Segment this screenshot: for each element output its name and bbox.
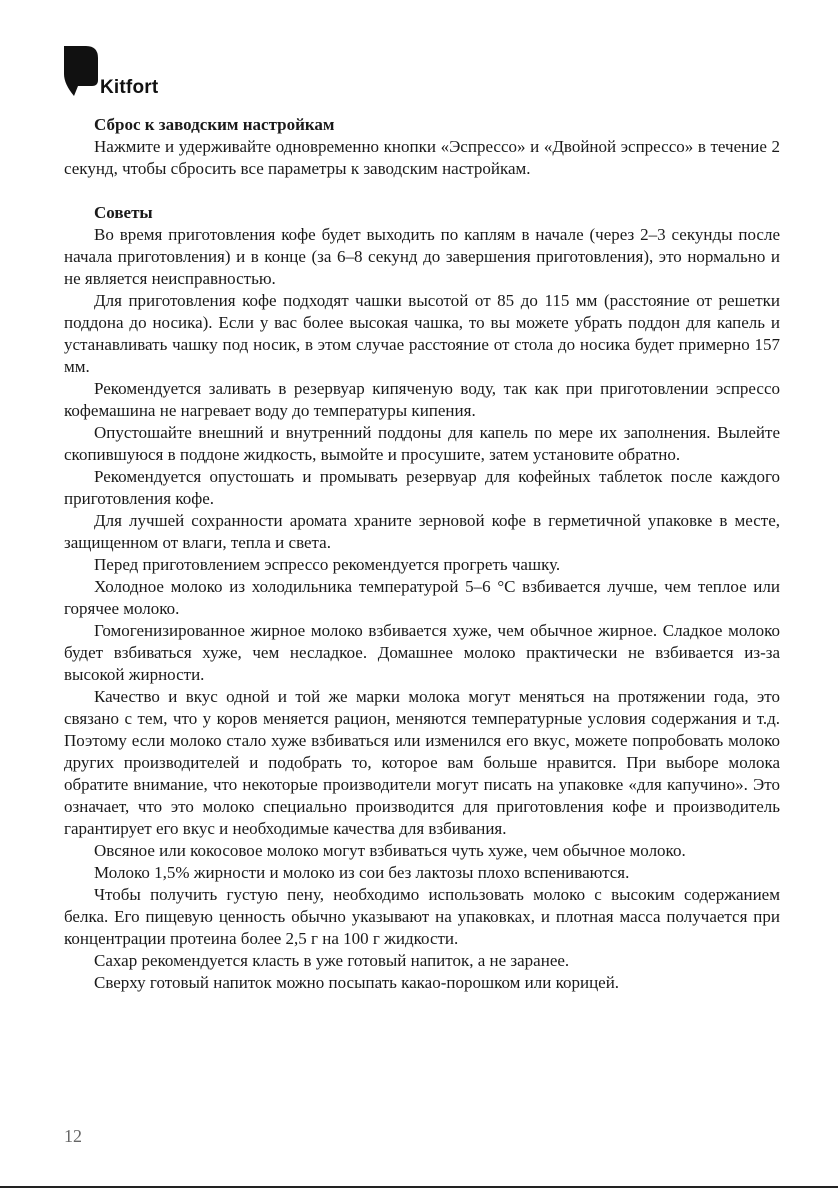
paragraph: Опустошайте внешний и внутренний поддоны для капель по мере их заполнения. Вылейте скопившуюся в поддоне жидкость, вымойте и просушите, затем установите обратно. bbox=[64, 423, 780, 464]
paragraph: Для приготовления кофе подходят чашки высотой от 85 до 115 мм (расстояние от решетки поддона до носика). Если у вас более высокая чашка, то вы можете убрать поддон для капель и устанавливать чашку под носик, в этом случае расстояние от стола до носика будет примерно 157 мм. bbox=[64, 291, 780, 376]
paragraph: Рекомендуется заливать в резервуар кипяченую воду, так как при приготовлении эспрессо кофемашина не нагревает воду до температуры кипения. bbox=[64, 379, 780, 420]
paragraph: Перед приготовлением эспрессо рекомендуется прогреть чашку. bbox=[94, 555, 561, 574]
page-bottom-divider bbox=[0, 1186, 838, 1188]
paragraph: Сахар рекомендуется класть в уже готовый напиток, а не заранее. bbox=[94, 951, 570, 970]
paragraph: Для лучшей сохранности аромата храните зерновой кофе в герметичной упаковке в месте, защищенном от влаги, тепла и света. bbox=[64, 511, 780, 552]
paragraph: Холодное молоко из холодильника температурой 5–6 °С взбивается лучше, чем теплое или горячее молоко. bbox=[64, 577, 780, 618]
paragraph: Овсяное или кокосовое молоко могут взбиваться чуть хуже, чем обычное молоко. bbox=[94, 841, 686, 860]
section-heading-tips: Советы bbox=[94, 203, 153, 222]
paragraph: Во время приготовления кофе будет выходить по каплям в начале (через 2–3 секунды после начала приготовления) и в конце (за 6–8 секунд до завершения приготовления), это нормально и не является неисправностью. bbox=[64, 225, 780, 288]
paragraph: Гомогенизированное жирное молоко взбивается хуже, чем обычное жирное. Сладкое молоко будет взбиваться хуже, чем несладкое. Домашнее молоко практически не взбивается из-за высокой жирности. bbox=[64, 621, 780, 684]
brand-name: Kitfort bbox=[100, 77, 159, 98]
page-number: 12 bbox=[64, 1126, 82, 1146]
paragraph: Сверху готовый напиток можно посыпать какао-порошком или корицей. bbox=[94, 973, 620, 992]
paragraph: Нажмите и удерживайте одновременно кнопки «Эспрессо» и «Двойной эспрессо» в течение 2 секунд, чтобы сбросить все параметры к заводским настройкам. bbox=[64, 137, 780, 178]
paragraph: Молоко 1,5% жирности и молоко из сои без лактозы плохо вспениваются. bbox=[94, 863, 630, 882]
section-spacer bbox=[64, 180, 780, 202]
paragraph: Чтобы получить густую пену, необходимо использовать молоко с высоким содержанием белка. Его пищевую ценность обычно указывают на упаковках, и плотная масса получается при концентрации протеина более 2,5 г на 100 г жидкости. bbox=[64, 885, 780, 948]
paragraph: Рекомендуется опустошать и промывать резервуар для кофейных таблеток после каждого приготовления кофе. bbox=[64, 467, 780, 508]
paragraph: Качество и вкус одной и той же марки молока могут меняться на протяжении года, это связано с тем, что у коров меняется рацион, меняются температурные условия содержания и т.д. Поэтому если молоко стало хуже взбиваться или изменился его вкус, можете попробовать молоко других производителей и подобрать то, которое вам больше нравится. При выборе молока обратите внимание, что некоторые производители могут писать на упаковке «для капучино». Это означает, что это молоко специально производится для приготовления кофе и производитель гарантирует его вкус и необходимые качества для взбивания. bbox=[64, 687, 780, 838]
section-heading-reset: Сброс к заводским настройкам bbox=[94, 115, 335, 134]
brand-logo bbox=[64, 46, 224, 98]
kitfort-logo-icon bbox=[64, 46, 98, 96]
document-body bbox=[64, 114, 780, 994]
